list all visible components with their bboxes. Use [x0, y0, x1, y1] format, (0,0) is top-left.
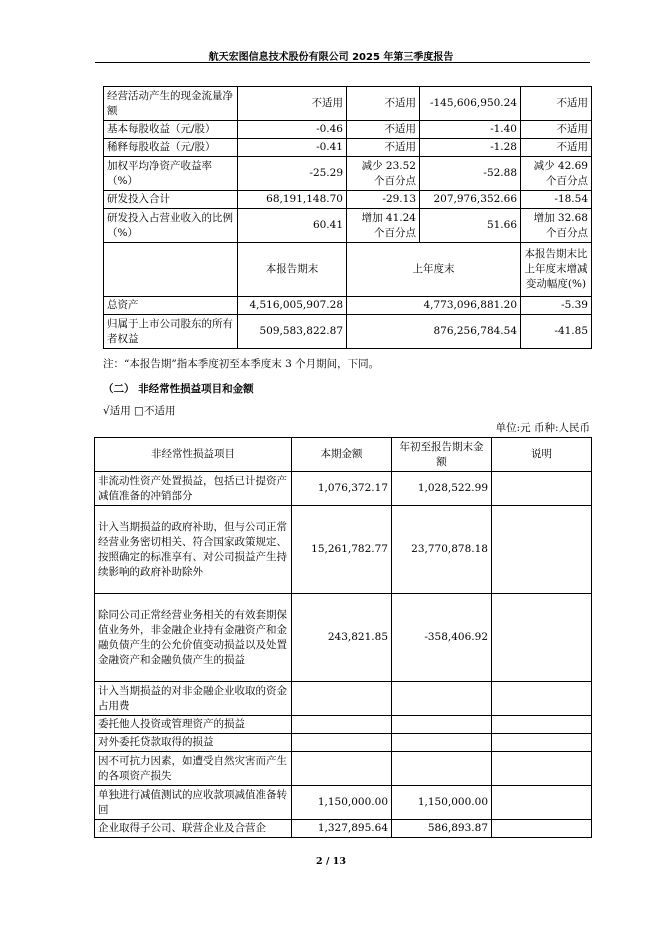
section-title: （二） 非经常性损益项目和金额 [103, 383, 254, 395]
item-label: 非流动性资产处置损益，包括已计提资产减值准备的冲销部分 [95, 472, 292, 506]
table-row [95, 682, 592, 716]
cell-value: 不适用 [521, 121, 592, 139]
document-header: 航天宏图信息技术股份有限公司 2025 年第三季度报告 [208, 52, 454, 63]
table-row [95, 472, 592, 506]
cell-value: 不适用 [238, 87, 347, 121]
cell-value: 减少 23.52 个百分点 [347, 157, 420, 191]
row-label: 稀释每股收益（元/股） [104, 139, 238, 157]
item-label: 计入当期损益的政府补助，但与公司正常经营业务密切相关、符合国家政策规定、按照确定的标准享有、对公司损益产生持续影响的政府补助除外 [95, 506, 292, 594]
cell-value: 51.66 [420, 209, 521, 243]
cell-value: 4,516,005,907.28 [238, 297, 347, 315]
unit-label: 单位:元 币种:人民币 [495, 422, 590, 434]
cell-value: 增加 32.68 个百分点 [521, 209, 592, 243]
cell-value: 不适用 [521, 87, 592, 121]
cell-value [392, 752, 492, 786]
row-label: 经营活动产生的现金流量净额 [104, 87, 238, 121]
cell-note [492, 506, 592, 594]
column-header: 年初至报告期末金额 [392, 438, 492, 472]
cell-value: -1.40 [420, 121, 521, 139]
cell-value [392, 682, 492, 716]
item-label: 企业取得子公司、联营企业及合营企 [95, 820, 292, 838]
column-header: 非经常性损益项目 [95, 438, 292, 472]
cell-value: -0.46 [238, 121, 347, 139]
empty-cell [104, 243, 238, 297]
table-row [95, 506, 592, 594]
cell-note [492, 594, 592, 682]
cell-value: 586,893.87 [392, 820, 492, 838]
cell-value: 876,256,784.54 [347, 315, 521, 349]
row-label: 研发投入占营业收入的比例（%） [104, 209, 238, 243]
cell-value [392, 716, 492, 734]
cell-note [492, 752, 592, 786]
table-row [104, 121, 592, 139]
cell-value: 15,261,782.77 [292, 506, 392, 594]
cell-value: 207,976,352.66 [420, 191, 521, 209]
cell-value: -1.28 [420, 139, 521, 157]
item-label: 单独进行减值测试的应收款项减值准备转回 [95, 786, 292, 820]
cell-value [292, 734, 392, 752]
row-label: 总资产 [104, 297, 238, 315]
table-row [104, 315, 592, 349]
cell-value: 243,821.85 [292, 594, 392, 682]
cell-value: -18.54 [521, 191, 592, 209]
cell-value: 不适用 [521, 139, 592, 157]
cell-value: 68,191,148.70 [238, 191, 347, 209]
cell-value: 23,770,878.18 [392, 506, 492, 594]
item-label: 委托他人投资或管理资产的损益 [95, 716, 292, 734]
cell-value: 1,150,000.00 [392, 786, 492, 820]
row-label: 基本每股收益（元/股） [104, 121, 238, 139]
cell-value: -29.13 [347, 191, 420, 209]
cell-value: -358,406.92 [392, 594, 492, 682]
table-row [104, 191, 592, 209]
cell-value: 不适用 [347, 139, 420, 157]
cell-value: 4,773,096,881.20 [347, 297, 521, 315]
table-row [104, 87, 592, 121]
cell-value: 509,583,822.87 [238, 315, 347, 349]
cell-value [292, 682, 392, 716]
item-label: 除同公司正常经营业务相关的有效套期保值业务外，非金融企业持有金融资产和金融负债产生的公允价值变动损益以及处置金融资产和金融负债产生的损益 [95, 594, 292, 682]
cell-value: 减少 42.69 个百分点 [521, 157, 592, 191]
cell-note [492, 734, 592, 752]
cell-note [492, 820, 592, 838]
cell-value [392, 734, 492, 752]
cell-value: 不适用 [347, 121, 420, 139]
column-header: 本期金额 [292, 438, 392, 472]
cell-value [292, 752, 392, 786]
item-label: 因不可抗力因素，如遭受自然灾害而产生的各项资产损失 [95, 752, 292, 786]
column-header: 上年度末 [347, 243, 521, 297]
item-label: 对外委托贷款取得的损益 [95, 734, 292, 752]
table-header-row [104, 243, 592, 297]
item-label: 计入当期损益的对非金融企业收取的资金占用费 [95, 682, 292, 716]
table-row [104, 139, 592, 157]
cell-value: 1,076,372.17 [292, 472, 392, 506]
row-label: 研发投入合计 [104, 191, 238, 209]
applicability-indicator: √适用 □不适用 [103, 405, 176, 417]
cell-note [492, 716, 592, 734]
non-recurring-gains-losses-table [94, 437, 592, 838]
table-row [95, 820, 592, 838]
cell-value: -41.85 [521, 315, 592, 349]
cell-value: -145,606,950.24 [420, 87, 521, 121]
cell-note [492, 786, 592, 820]
cell-value: 1,327,895.64 [292, 820, 392, 838]
table-row [104, 297, 592, 315]
cell-value: -5.39 [521, 297, 592, 315]
cell-value: -25.29 [238, 157, 347, 191]
table-row [104, 157, 592, 191]
column-header: 本报告期末 [238, 243, 347, 297]
page-number: 2 / 13 [316, 856, 346, 867]
header-rule [95, 62, 590, 63]
cell-value: 不适用 [347, 87, 420, 121]
table-row [95, 752, 592, 786]
cell-value: 1,150,000.00 [292, 786, 392, 820]
column-header: 说明 [492, 438, 592, 472]
table-row [104, 209, 592, 243]
table-row [95, 734, 592, 752]
cell-note [492, 472, 592, 506]
row-label: 加权平均净资产收益率（%） [104, 157, 238, 191]
table-row [95, 594, 592, 682]
cell-value: 60.41 [238, 209, 347, 243]
cell-value: -0.41 [238, 139, 347, 157]
cell-value [292, 716, 392, 734]
cell-value: 1,028,522.99 [392, 472, 492, 506]
table-header-row [95, 438, 592, 472]
cell-value: -52.88 [420, 157, 521, 191]
row-label: 归属于上市公司股东的所有者权益 [104, 315, 238, 349]
table-row [95, 716, 592, 734]
key-financial-indicators-table [103, 86, 592, 349]
cell-value: 增加 41.24 个百分点 [347, 209, 420, 243]
table-row [95, 786, 592, 820]
column-header: 本报告期末比上年度末增减变动幅度(%) [521, 243, 592, 297]
cell-note [492, 682, 592, 716]
footnote: 注：“本报告期”指本季度初至本季度末 3 个月期间，下同。 [103, 358, 380, 370]
